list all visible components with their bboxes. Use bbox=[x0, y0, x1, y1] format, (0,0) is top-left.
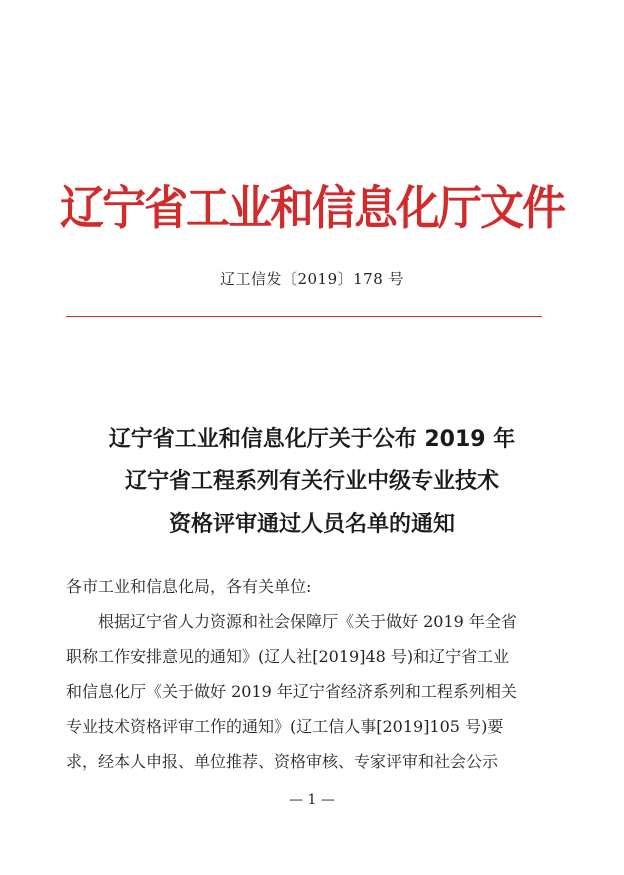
salutation: 各市工业和信息化局，各有关单位: bbox=[66, 577, 312, 596]
red-divider-line bbox=[66, 316, 542, 317]
body-line: 专业技术资格评审工作的通知》(辽工信人事[2019]105 号)要 bbox=[66, 717, 504, 736]
body-line: 职称工作安排意见的通知》(辽人社[2019]48 号)和辽宁省工业 bbox=[66, 647, 510, 666]
notice-title-line-3: 资格评审通过人员名单的通知 bbox=[168, 512, 455, 537]
notice-title-line-1: 辽宁省工业和信息化厅关于公布 2019 年 bbox=[108, 427, 516, 452]
issuer-title: 辽宁省工业和信息化厅文件 bbox=[60, 181, 564, 236]
body-line: 和信息化厅《关于做好 2019 年辽宁省经济系列和工程系列相关 bbox=[66, 682, 517, 701]
body-line: 根据辽宁省人力资源和社会保障厅《关于做好 2019 年全省 bbox=[98, 612, 517, 631]
notice-title-line-2: 辽宁省工程系列有关行业中级专业技术 bbox=[124, 469, 499, 494]
page-number: — 1 — bbox=[289, 792, 335, 808]
document-number: 辽工信发〔2019〕178 号 bbox=[219, 270, 405, 288]
body-line: 求，经本人申报、单位推荐、资格审核、专家评审和社会公示 bbox=[66, 752, 499, 771]
